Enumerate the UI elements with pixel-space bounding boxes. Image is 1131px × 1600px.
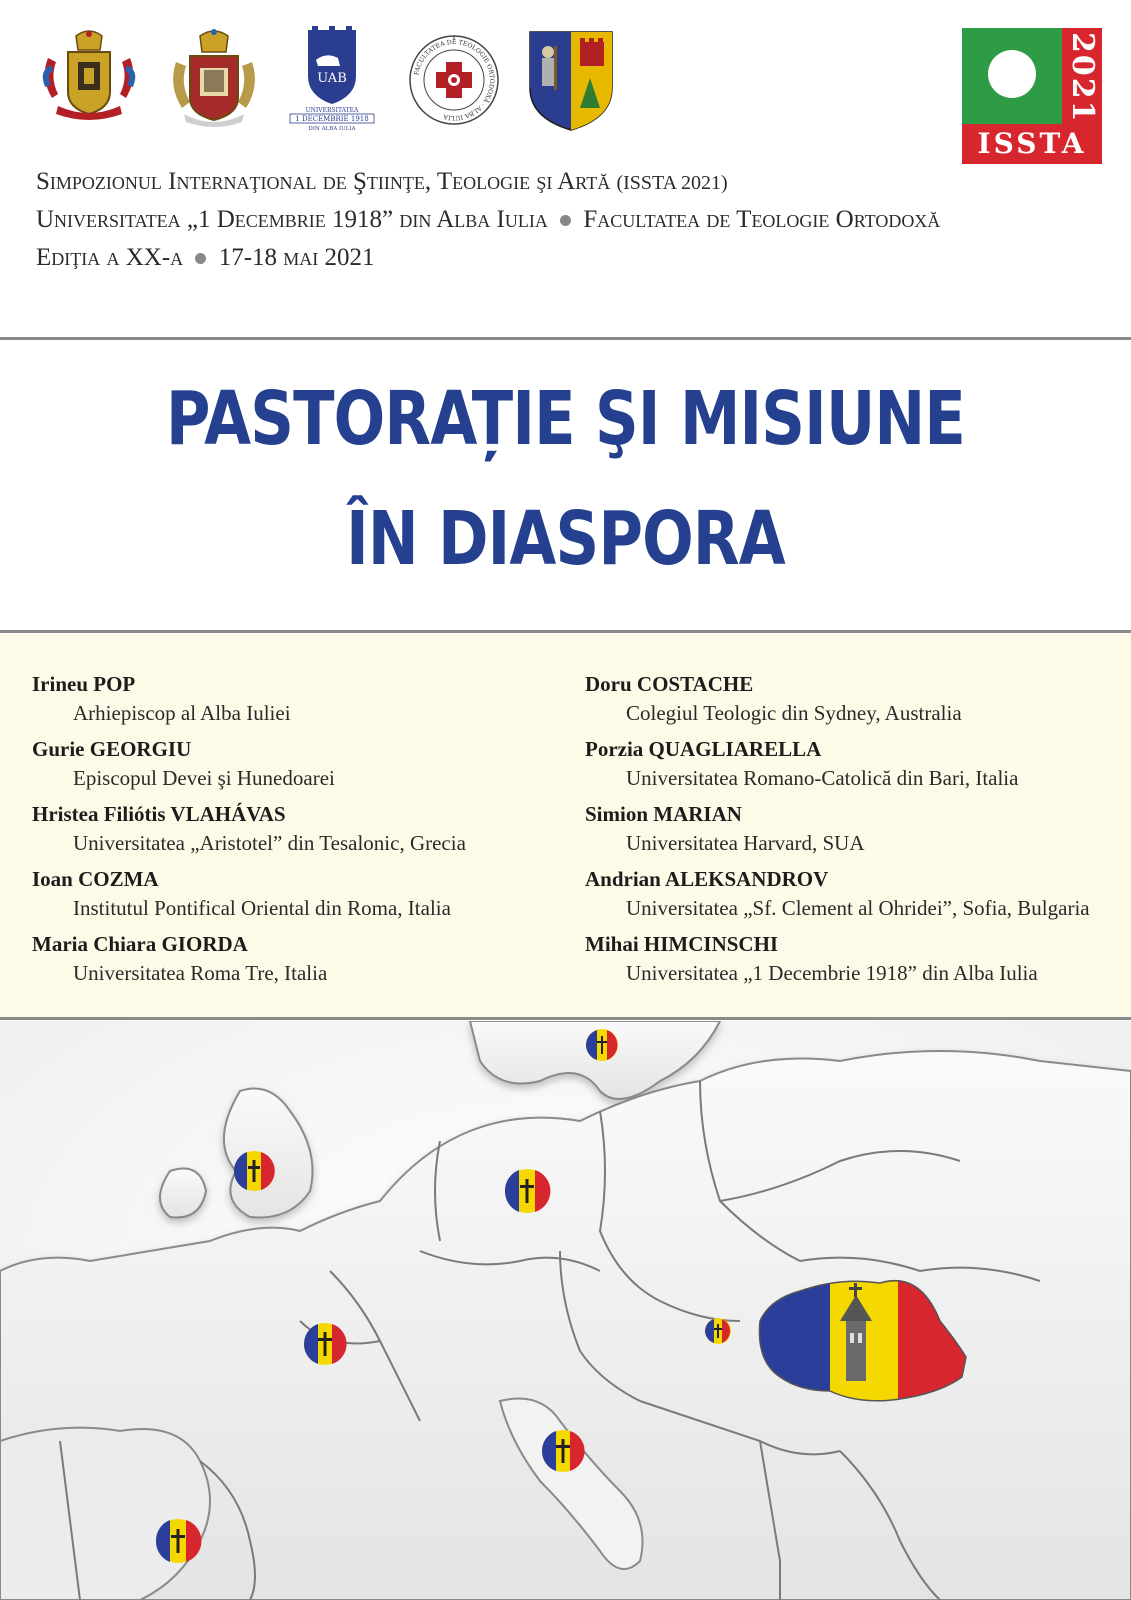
svg-text:UNIVERSITATEA: UNIVERSITATEA xyxy=(305,107,359,114)
speaker-entry xyxy=(585,865,1090,930)
speaker-entry xyxy=(32,865,466,930)
speaker-name: Porzia QUAGLIARELLA xyxy=(585,737,822,761)
speakers-left-column xyxy=(32,670,466,995)
speaker-affiliation: Universitatea Romano-Catolică din Bari, Italia xyxy=(626,766,1019,790)
speaker-name: Irineu POP xyxy=(32,672,136,696)
speakers-section xyxy=(0,634,1131,1017)
title-line-1: PASTORAȚIE ŞI MISIUNE xyxy=(165,376,965,462)
divider-bottom xyxy=(0,1017,1131,1020)
flag-marker-uk xyxy=(234,1151,275,1191)
svg-text:DIN ALBA IULIA: DIN ALBA IULIA xyxy=(308,126,356,132)
speaker-affiliation: Universitatea Harvard, SUA xyxy=(626,831,865,855)
header-line-2 xyxy=(36,206,940,234)
speaker-name: Hristea Filiótis VLAHÁVAS xyxy=(32,802,286,826)
speaker-affiliation: Arhiepiscop al Alba Iuliei xyxy=(73,701,291,725)
archdiocese-crest-logo xyxy=(38,28,140,124)
speaker-entry xyxy=(32,670,466,735)
speaker-entry xyxy=(585,735,1090,800)
title-line-2: ÎN DIASPORA xyxy=(346,496,785,582)
uab-university-logo xyxy=(286,26,378,132)
speaker-entry xyxy=(32,735,466,800)
divider-top xyxy=(0,337,1131,340)
speaker-name: Simion MARIAN xyxy=(585,802,742,826)
speaker-affiliation: Universitatea „Sf. Clement al Ohridei”, Sofia, Bulgaria xyxy=(626,896,1090,920)
speaker-name: Ioan COZMA xyxy=(32,867,159,891)
speaker-affiliation: Universitatea „Aristotel” din Tesalonic, Grecia xyxy=(73,831,466,855)
alba-iulia-coat-of-arms-logo xyxy=(526,28,616,132)
speaker-name: Mihai HIMCINSCHI xyxy=(585,932,779,956)
flag-marker-italy xyxy=(542,1430,585,1472)
theology-faculty-seal-logo xyxy=(406,32,502,128)
speaker-name: Doru COSTACHE xyxy=(585,672,754,696)
flag-marker-france xyxy=(304,1323,347,1365)
speakers-right-column xyxy=(585,670,1090,995)
edition: Ediţia a XX-a xyxy=(36,244,184,271)
flag-marker-spain xyxy=(156,1519,201,1563)
issta-label: ISSTA xyxy=(977,127,1087,160)
svg-text:UAB: UAB xyxy=(317,71,347,86)
diocese-deva-crest-logo xyxy=(168,26,260,130)
issta-logo xyxy=(962,28,1102,164)
symposium-abbreviation: (ISSTA 2021) xyxy=(616,172,728,194)
speaker-affiliation: Colegiul Teologic din Sydney, Australia xyxy=(626,701,962,725)
speaker-entry xyxy=(32,800,466,865)
event-dates: 17-18 mai 2021 xyxy=(218,244,375,271)
university-name: Universitatea „1 Decembrie 1918” din Alba Iulia xyxy=(36,206,548,233)
speaker-entry xyxy=(585,930,1090,995)
speaker-entry xyxy=(585,800,1090,865)
bullet-separator xyxy=(560,215,571,226)
europe-map-illustration xyxy=(0,1021,1131,1600)
speaker-name: Andrian ALEKSANDROV xyxy=(585,867,829,891)
svg-text:FACULTATEA DE TEOLOGIE ORTODOX: FACULTATEA DE TEOLOGIE ORTODOXĂ · ALBA IULIA xyxy=(413,38,496,122)
speaker-affiliation: Universitatea „1 Decembrie 1918” din Alba Iulia xyxy=(626,961,1038,985)
header-line-3 xyxy=(36,244,375,272)
issta-white-circle xyxy=(988,50,1036,98)
flag-marker-germany xyxy=(505,1169,550,1213)
speaker-name: Maria Chiara GIORDA xyxy=(32,932,248,956)
svg-text:1 DECEMBRIE 1918: 1 DECEMBRIE 1918 xyxy=(295,115,369,123)
faculty-name: Facultatea de Teologie Ortodoxă xyxy=(583,206,941,233)
speaker-name: Gurie GEORGIU xyxy=(32,737,192,761)
symposium-name: Simpozionul Internaţional de Ştiinţe, Teologie şi Artă xyxy=(36,168,611,195)
speaker-entry xyxy=(585,670,1090,735)
speaker-affiliation: Institutul Pontifical Oriental din Roma, Italia xyxy=(73,896,451,920)
bullet-separator xyxy=(195,253,206,264)
speaker-entry xyxy=(32,930,466,995)
header-line-1 xyxy=(36,168,728,196)
issta-year: 2021 xyxy=(1065,32,1100,124)
speaker-affiliation: Universitatea Roma Tre, Italia xyxy=(73,961,328,985)
flag-marker-hungary xyxy=(705,1318,731,1344)
divider-middle xyxy=(0,630,1131,633)
flag-marker-north xyxy=(586,1029,618,1061)
speaker-affiliation: Episcopul Devei şi Hunedoarei xyxy=(73,766,335,790)
